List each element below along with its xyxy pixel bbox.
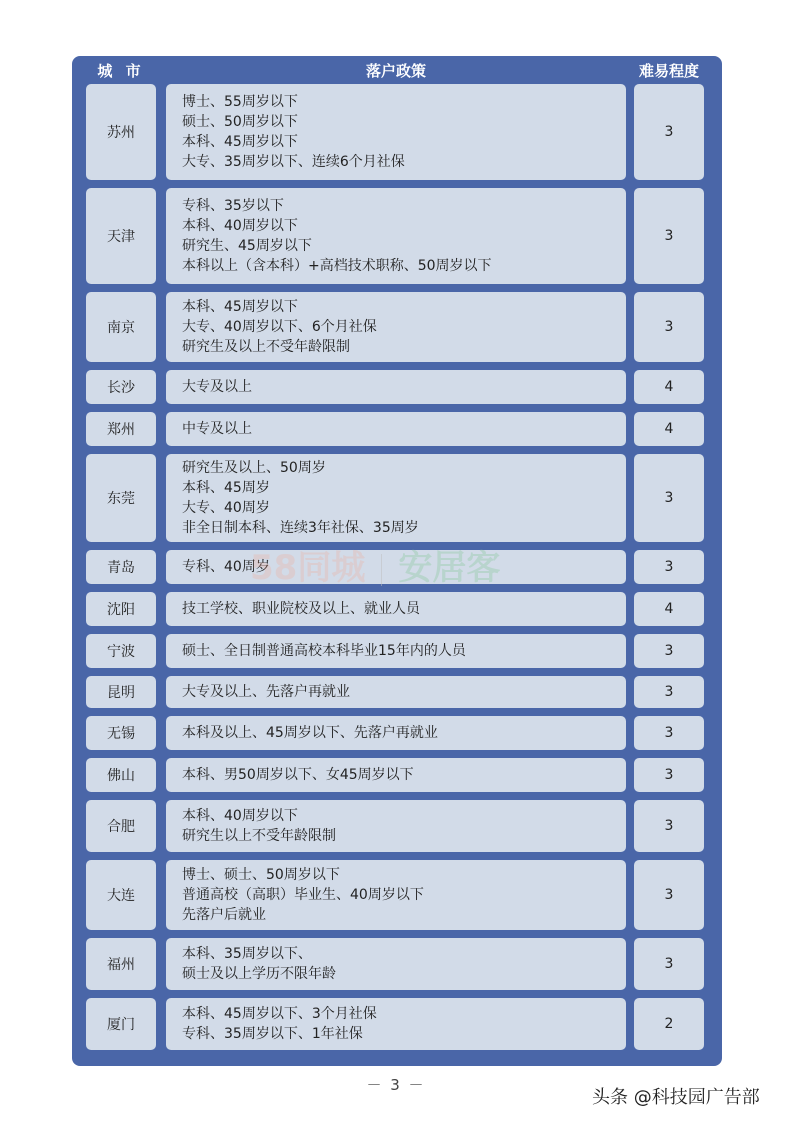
policy-line: 本科、45周岁 xyxy=(182,480,270,496)
policy-cell xyxy=(166,84,626,180)
city-cell: 无锡 xyxy=(86,716,156,750)
policy-line: 专科、35周岁以下、1年社保 xyxy=(182,1026,363,1042)
policy-line: 本科、40周岁以下 xyxy=(182,218,298,234)
policy-line: 博士、55周岁以下 xyxy=(182,94,298,110)
policy-cell xyxy=(166,550,626,584)
policy-line: 本科及以上、45周岁以下、先落户再就业 xyxy=(182,725,438,741)
policy-line: 本科、45周岁以下 xyxy=(182,134,298,150)
page-number: － 3 － xyxy=(366,1076,426,1094)
policy-cell xyxy=(166,188,626,284)
policy-cell xyxy=(166,292,626,362)
policy-cell xyxy=(166,592,626,626)
policy-line: 专科、40周岁 xyxy=(182,559,270,575)
header-policy: 落户政策 xyxy=(365,62,426,80)
difficulty-cell: 4 xyxy=(634,370,704,404)
policy-line: 中专及以上 xyxy=(182,421,252,437)
difficulty-cell: 3 xyxy=(634,758,704,792)
city-cell: 昆明 xyxy=(86,676,156,708)
difficulty-cell: 3 xyxy=(634,550,704,584)
policy-line: 先落户后就业 xyxy=(182,907,266,923)
policy-line: 硕士及以上学历不限年龄 xyxy=(182,966,336,982)
policy-cell xyxy=(166,634,626,668)
policy-cell xyxy=(166,716,626,750)
city-cell: 宁波 xyxy=(86,634,156,668)
policy-line: 本科、40周岁以下 xyxy=(182,808,298,824)
city-cell: 佛山 xyxy=(86,758,156,792)
difficulty-cell: 3 xyxy=(634,800,704,852)
difficulty-cell: 3 xyxy=(634,860,704,930)
city-cell: 大连 xyxy=(86,860,156,930)
watermark-58tongcheng: 58同城 xyxy=(250,548,366,588)
policy-line: 技工学校、职业院校及以上、就业人员 xyxy=(182,601,420,617)
difficulty-cell: 3 xyxy=(634,716,704,750)
policy-cell xyxy=(166,454,626,542)
policy-line: 本科、45周岁以下、3个月社保 xyxy=(182,1006,377,1022)
policy-line: 非全日制本科、连续3年社保、35周岁 xyxy=(182,520,419,536)
city-cell: 厦门 xyxy=(86,998,156,1050)
city-cell: 南京 xyxy=(86,292,156,362)
city-cell: 沈阳 xyxy=(86,592,156,626)
policy-cell xyxy=(166,758,626,792)
difficulty-cell: 3 xyxy=(634,84,704,180)
city-cell: 郑州 xyxy=(86,412,156,446)
city-cell: 合肥 xyxy=(86,800,156,852)
city-cell: 福州 xyxy=(86,938,156,990)
policy-line: 研究生及以上、50周岁 xyxy=(182,460,326,476)
difficulty-cell: 2 xyxy=(634,998,704,1050)
header-difficulty: 难易程度 xyxy=(638,62,699,80)
policy-line: 本科、男50周岁以下、女45周岁以下 xyxy=(182,767,414,783)
policy-line: 本科、45周岁以下 xyxy=(182,299,298,315)
watermark-anjuke: 安居客 xyxy=(398,548,501,588)
policy-cell xyxy=(166,800,626,852)
difficulty-cell: 3 xyxy=(634,454,704,542)
policy-line: 专科、35岁以下 xyxy=(182,198,284,214)
city-cell: 青岛 xyxy=(86,550,156,584)
policy-line: 大专及以上 xyxy=(182,379,252,395)
difficulty-cell: 4 xyxy=(634,412,704,446)
policy-line: 大专、35周岁以下、连续6个月社保 xyxy=(182,154,405,170)
difficulty-cell: 4 xyxy=(634,592,704,626)
policy-line: 研究生、45周岁以下 xyxy=(182,238,312,254)
policy-line: 普通高校（高职）毕业生、40周岁以下 xyxy=(182,887,424,903)
policy-line: 大专、40周岁以下、6个月社保 xyxy=(182,319,377,335)
policy-line: 硕士、50周岁以下 xyxy=(182,114,298,130)
policy-line: 本科、35周岁以下、 xyxy=(182,946,312,962)
policy-line: 硕士、全日制普通高校本科毕业15年内的人员 xyxy=(182,643,466,659)
difficulty-cell: 3 xyxy=(634,676,704,708)
difficulty-cell: 3 xyxy=(634,938,704,990)
policy-cell xyxy=(166,998,626,1050)
policy-line: 大专及以上、先落户再就业 xyxy=(182,684,350,700)
city-cell: 天津 xyxy=(86,188,156,284)
policy-cell xyxy=(166,860,626,930)
policy-line: 研究生及以上不受年龄限制 xyxy=(182,339,350,355)
difficulty-cell: 3 xyxy=(634,188,704,284)
policy-cell xyxy=(166,676,626,708)
source-credit: 头条 @科技园广告部 xyxy=(592,1087,760,1108)
policy-line: 本科以上（含本科）+高档技术职称、50周岁以下 xyxy=(182,258,492,274)
policy-cell xyxy=(166,412,626,446)
policy-line: 博士、硕士、50周岁以下 xyxy=(182,867,340,883)
policy-cell xyxy=(166,370,626,404)
difficulty-cell: 3 xyxy=(634,634,704,668)
city-cell: 东莞 xyxy=(86,454,156,542)
policy-line: 大专、40周岁 xyxy=(182,500,270,516)
city-cell: 长沙 xyxy=(86,370,156,404)
policy-line: 研究生以上不受年龄限制 xyxy=(182,828,336,844)
city-cell: 苏州 xyxy=(86,84,156,180)
policy-cell xyxy=(166,938,626,990)
header-city: 城 市 xyxy=(97,62,145,80)
difficulty-cell: 3 xyxy=(634,292,704,362)
